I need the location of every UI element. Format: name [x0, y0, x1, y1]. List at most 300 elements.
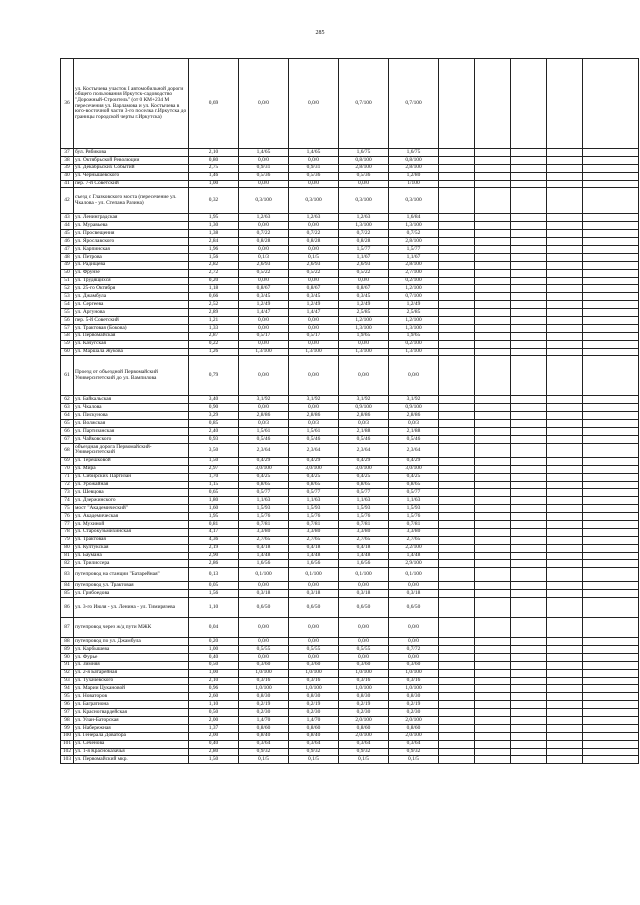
- empty-cell: [475, 59, 511, 149]
- empty-cell: [583, 412, 639, 420]
- road-name: ул. Сеченова: [74, 740, 189, 748]
- road-name: ул. Фурье: [74, 653, 189, 661]
- value-cell: 2,2/100: [389, 544, 439, 552]
- road-name: Проезд от объездной Первомайский Университетский до ул. Вампилова: [74, 356, 189, 396]
- value-cell: 0,4/25: [289, 473, 339, 481]
- value-cell: 0,8/60: [389, 724, 439, 732]
- empty-cell: [583, 277, 639, 285]
- table-row: [61, 59, 639, 149]
- value-cell: 2,82: [189, 261, 239, 269]
- empty-cell: [547, 552, 583, 560]
- value-cell: 0,81: [189, 520, 239, 528]
- value-cell: 2,1/88: [389, 428, 439, 436]
- table-row: [61, 645, 639, 653]
- road-name: ул. Набережная: [74, 724, 189, 732]
- value-cell: 0,5/22: [289, 269, 339, 277]
- table-row: [61, 685, 639, 693]
- empty-cell: [547, 396, 583, 404]
- empty-cell: [583, 246, 639, 254]
- empty-cell: [511, 489, 547, 497]
- table-row: [61, 457, 639, 465]
- empty-cell: [547, 246, 583, 254]
- road-name: ул. Сибирских Партизан: [74, 473, 189, 481]
- value-cell: 2,8/100: [389, 164, 439, 172]
- empty-cell: [439, 59, 475, 149]
- empty-cell: [475, 269, 511, 277]
- value-cell: 1,3/100: [389, 222, 439, 230]
- value-cell: 0,79: [189, 356, 239, 396]
- empty-cell: [439, 756, 475, 764]
- empty-cell: [511, 356, 547, 396]
- empty-cell: [439, 653, 475, 661]
- empty-cell: [547, 693, 583, 701]
- empty-cell: [583, 324, 639, 332]
- empty-cell: [511, 505, 547, 513]
- empty-cell: [439, 598, 475, 618]
- value-cell: 0,3/60: [339, 661, 389, 669]
- table-row: [61, 598, 639, 618]
- value-cell: 2,84: [189, 238, 239, 246]
- row-number: 52: [61, 285, 74, 293]
- table-row: [61, 277, 639, 285]
- empty-cell: [583, 497, 639, 505]
- value-cell: 1,6/56: [239, 560, 289, 568]
- empty-cell: [439, 481, 475, 489]
- empty-cell: [583, 465, 639, 473]
- value-cell: 0,3/45: [239, 293, 289, 301]
- empty-cell: [439, 685, 475, 693]
- empty-cell: [511, 317, 547, 325]
- value-cell: 3,0/100: [289, 465, 339, 473]
- empty-cell: [583, 428, 639, 436]
- road-name: ул. Качугская: [74, 340, 189, 348]
- road-name: ул. Зимняя: [74, 661, 189, 669]
- table-row: [61, 293, 639, 301]
- value-cell: 0,9/32: [389, 748, 439, 756]
- value-cell: 2,3/64: [239, 443, 289, 457]
- value-cell: 1,56: [189, 590, 239, 598]
- value-cell: 0,40: [189, 740, 239, 748]
- value-cell: 0,0/0: [289, 582, 339, 590]
- empty-cell: [547, 669, 583, 677]
- empty-cell: [583, 481, 639, 489]
- value-cell: 0,5/36: [289, 172, 339, 180]
- empty-cell: [511, 435, 547, 443]
- value-cell: 1,6/56: [339, 560, 389, 568]
- value-cell: 3,0/100: [339, 465, 389, 473]
- value-cell: 0,0/0: [239, 317, 289, 325]
- empty-cell: [439, 428, 475, 436]
- value-cell: 0,8/65: [289, 481, 339, 489]
- value-cell: 1/100: [389, 180, 439, 188]
- table-row: [61, 653, 639, 661]
- value-cell: 0,66: [189, 293, 239, 301]
- value-cell: 2,5/85: [389, 309, 439, 317]
- empty-cell: [583, 149, 639, 157]
- empty-cell: [511, 513, 547, 521]
- empty-cell: [547, 188, 583, 214]
- value-cell: 1,2/80: [389, 172, 439, 180]
- value-cell: 2,7/65: [289, 536, 339, 544]
- row-number: 58: [61, 332, 74, 340]
- table-row: [61, 520, 639, 528]
- empty-cell: [511, 253, 547, 261]
- value-cell: 0,0/0: [239, 246, 289, 254]
- empty-cell: [583, 669, 639, 677]
- row-number: 92: [61, 669, 74, 677]
- empty-cell: [547, 324, 583, 332]
- empty-cell: [547, 489, 583, 497]
- value-cell: 0,3/45: [339, 293, 389, 301]
- table-row: [61, 269, 639, 277]
- empty-cell: [511, 497, 547, 505]
- value-cell: 2,72: [189, 269, 239, 277]
- empty-cell: [547, 222, 583, 230]
- empty-cell: [547, 356, 583, 396]
- empty-cell: [439, 473, 475, 481]
- value-cell: 0,1/5: [289, 253, 339, 261]
- value-cell: 1,3/100: [339, 348, 389, 356]
- empty-cell: [547, 709, 583, 717]
- value-cell: 1,10: [189, 598, 239, 618]
- value-cell: 0,2/19: [289, 701, 339, 709]
- road-name: ул. Пискунова: [74, 412, 189, 420]
- value-cell: 0,5/55: [239, 645, 289, 653]
- empty-cell: [475, 238, 511, 246]
- value-cell: 0,85: [189, 420, 239, 428]
- empty-cell: [439, 645, 475, 653]
- empty-cell: [547, 277, 583, 285]
- value-cell: 0,0/0: [239, 324, 289, 332]
- empty-cell: [547, 59, 583, 149]
- value-cell: 0,0/0: [289, 638, 339, 646]
- value-cell: 2,87: [189, 332, 239, 340]
- value-cell: 3,0/100: [389, 465, 439, 473]
- value-cell: 2,3/64: [339, 443, 389, 457]
- empty-cell: [583, 544, 639, 552]
- empty-cell: [511, 740, 547, 748]
- row-number: 79: [61, 536, 74, 544]
- value-cell: 0,8/100: [389, 156, 439, 164]
- empty-cell: [439, 188, 475, 214]
- empty-cell: [511, 536, 547, 544]
- road-name: ул. Муравьева: [74, 222, 189, 230]
- row-number: 77: [61, 520, 74, 528]
- empty-cell: [475, 340, 511, 348]
- value-cell: 0,6/50: [389, 598, 439, 618]
- row-number: 98: [61, 716, 74, 724]
- value-cell: 0,2/19: [389, 701, 439, 709]
- value-cell: 0,2/30: [289, 709, 339, 717]
- road-name: ул. Старокузьмихинская: [74, 528, 189, 536]
- value-cell: 0,3/18: [239, 590, 289, 598]
- road-name: пер. 5-й Советский: [74, 317, 189, 325]
- empty-cell: [439, 748, 475, 756]
- row-number: 43: [61, 214, 74, 222]
- value-cell: 0,0/0: [289, 356, 339, 396]
- value-cell: 0,8/100: [339, 156, 389, 164]
- empty-cell: [583, 756, 639, 764]
- value-cell: 0,0/0: [289, 246, 339, 254]
- road-name: ул. Джамбула: [74, 293, 189, 301]
- empty-cell: [439, 701, 475, 709]
- road-name: ул. Ярославского: [74, 238, 189, 246]
- empty-cell: [583, 285, 639, 293]
- value-cell: 0,8/65: [389, 481, 439, 489]
- value-cell: 2,5/85: [339, 309, 389, 317]
- road-name: ул. Чернышевского: [74, 172, 189, 180]
- empty-cell: [511, 685, 547, 693]
- value-cell: 0,5/17: [239, 332, 289, 340]
- table-row: [61, 214, 639, 222]
- value-cell: 0,65: [189, 489, 239, 497]
- table-row: [61, 481, 639, 489]
- value-cell: 0,1/100: [289, 568, 339, 582]
- empty-cell: [547, 618, 583, 638]
- value-cell: 0,93: [189, 435, 239, 443]
- table-row: [61, 582, 639, 590]
- empty-cell: [511, 420, 547, 428]
- row-number: 54: [61, 301, 74, 309]
- row-number: 53: [61, 293, 74, 301]
- value-cell: 1,1/67: [389, 253, 439, 261]
- value-cell: 0,8/28: [289, 238, 339, 246]
- table-row: [61, 238, 639, 246]
- empty-cell: [583, 473, 639, 481]
- value-cell: 0,0/0: [289, 618, 339, 638]
- empty-cell: [547, 230, 583, 238]
- empty-cell: [511, 404, 547, 412]
- empty-cell: [583, 348, 639, 356]
- empty-cell: [511, 412, 547, 420]
- empty-cell: [439, 661, 475, 669]
- empty-cell: [439, 172, 475, 180]
- road-name: ул. Дзержинского: [74, 497, 189, 505]
- table-row: [61, 149, 639, 157]
- empty-cell: [547, 732, 583, 740]
- empty-cell: [475, 412, 511, 420]
- empty-cell: [475, 740, 511, 748]
- empty-cell: [583, 59, 639, 149]
- table-row: [61, 618, 639, 638]
- row-number: 68: [61, 443, 74, 457]
- empty-cell: [439, 238, 475, 246]
- table-row: [61, 340, 639, 348]
- value-cell: 0,0/0: [389, 653, 439, 661]
- value-cell: 0,3/60: [389, 661, 439, 669]
- row-number: 61: [61, 356, 74, 396]
- road-name: ул. Трудящихся: [74, 277, 189, 285]
- empty-cell: [583, 748, 639, 756]
- table-row: [61, 172, 639, 180]
- empty-cell: [475, 481, 511, 489]
- value-cell: 0,8/30: [339, 693, 389, 701]
- value-cell: 1,2/100: [389, 317, 439, 325]
- empty-cell: [475, 149, 511, 157]
- empty-cell: [511, 598, 547, 618]
- value-cell: 2,19: [189, 544, 239, 552]
- value-cell: 0,8/67: [339, 285, 389, 293]
- empty-cell: [511, 528, 547, 536]
- road-name: ул. Карбышева: [74, 645, 189, 653]
- table-row: [61, 590, 639, 598]
- empty-cell: [439, 301, 475, 309]
- empty-cell: [583, 253, 639, 261]
- value-cell: 2,75: [189, 164, 239, 172]
- value-cell: 1,2/49: [289, 301, 339, 309]
- empty-cell: [475, 324, 511, 332]
- table-body: [61, 59, 639, 764]
- empty-cell: [439, 505, 475, 513]
- value-cell: 0,3/100: [389, 188, 439, 214]
- empty-cell: [475, 732, 511, 740]
- empty-cell: [511, 301, 547, 309]
- empty-cell: [547, 340, 583, 348]
- empty-cell: [439, 324, 475, 332]
- empty-cell: [547, 149, 583, 157]
- value-cell: 1,5/76: [389, 513, 439, 521]
- empty-cell: [511, 560, 547, 568]
- empty-cell: [475, 497, 511, 505]
- value-cell: 2,8/86: [339, 412, 389, 420]
- value-cell: 3,50: [189, 443, 239, 457]
- value-cell: 0,8/40: [289, 732, 339, 740]
- table-row: [61, 513, 639, 521]
- empty-cell: [475, 246, 511, 254]
- value-cell: 2,0/100: [339, 732, 389, 740]
- empty-cell: [511, 457, 547, 465]
- value-cell: 0,5/77: [289, 489, 339, 497]
- empty-cell: [439, 332, 475, 340]
- value-cell: 2,10: [189, 149, 239, 157]
- empty-cell: [547, 582, 583, 590]
- value-cell: 0,2/19: [239, 701, 289, 709]
- empty-cell: [439, 716, 475, 724]
- value-cell: 0,8/67: [289, 285, 339, 293]
- road-name: ул. Шевцова: [74, 489, 189, 497]
- empty-cell: [547, 748, 583, 756]
- value-cell: 2,00: [189, 716, 239, 724]
- value-cell: 0,4/29: [289, 457, 339, 465]
- empty-cell: [439, 638, 475, 646]
- row-number: 99: [61, 724, 74, 732]
- value-cell: 0,0/0: [389, 582, 439, 590]
- empty-cell: [439, 443, 475, 457]
- empty-cell: [475, 222, 511, 230]
- empty-cell: [439, 285, 475, 293]
- value-cell: 0,0/0: [339, 356, 389, 396]
- row-number: 69: [61, 457, 74, 465]
- page-number: 285: [315, 30, 325, 36]
- row-number: 59: [61, 340, 74, 348]
- road-name: путепровод через ж/д пути МЖК: [74, 618, 189, 638]
- value-cell: 1,2/63: [239, 214, 289, 222]
- value-cell: 0,0/0: [339, 653, 389, 661]
- empty-cell: [439, 261, 475, 269]
- empty-cell: [547, 293, 583, 301]
- value-cell: 0,40: [189, 653, 239, 661]
- empty-cell: [475, 528, 511, 536]
- value-cell: 1,4/48: [339, 552, 389, 560]
- empty-cell: [547, 560, 583, 568]
- empty-cell: [439, 489, 475, 497]
- table-row: [61, 528, 639, 536]
- value-cell: 1,37: [189, 724, 239, 732]
- value-cell: 1,6/84: [389, 214, 439, 222]
- empty-cell: [475, 164, 511, 172]
- value-cell: 2,6/93: [339, 261, 389, 269]
- value-cell: 0,3/16: [389, 677, 439, 685]
- empty-cell: [475, 505, 511, 513]
- value-cell: 2,7/65: [239, 536, 289, 544]
- empty-cell: [439, 520, 475, 528]
- empty-cell: [547, 701, 583, 709]
- value-cell: 1,4/48: [389, 552, 439, 560]
- empty-cell: [583, 332, 639, 340]
- empty-cell: [475, 172, 511, 180]
- value-cell: 0,0/0: [339, 277, 389, 285]
- value-cell: 0,4/29: [339, 457, 389, 465]
- row-number: 91: [61, 661, 74, 669]
- row-number: 80: [61, 544, 74, 552]
- empty-cell: [439, 222, 475, 230]
- value-cell: 0,0/0: [389, 638, 439, 646]
- empty-cell: [583, 420, 639, 428]
- value-cell: 0,5/46: [289, 435, 339, 443]
- value-cell: 1,3/100: [289, 348, 339, 356]
- empty-cell: [511, 428, 547, 436]
- value-cell: 0,0/0: [289, 324, 339, 332]
- value-cell: 4,17: [189, 528, 239, 536]
- empty-cell: [583, 560, 639, 568]
- road-name: ул. Октябрьской Революции: [74, 156, 189, 164]
- empty-cell: [583, 293, 639, 301]
- value-cell: 0,0/0: [239, 638, 289, 646]
- value-cell: 0,3/18: [289, 590, 339, 598]
- empty-cell: [439, 590, 475, 598]
- empty-cell: [475, 552, 511, 560]
- value-cell: 0,7/52: [389, 230, 439, 238]
- value-cell: 1,50: [189, 756, 239, 764]
- empty-cell: [547, 180, 583, 188]
- road-name: ул. Аргунова: [74, 309, 189, 317]
- table-row: [61, 701, 639, 709]
- row-number: 95: [61, 693, 74, 701]
- value-cell: 0,0/0: [339, 180, 389, 188]
- value-cell: 0,0/3: [239, 420, 289, 428]
- value-cell: 2,9/100: [389, 560, 439, 568]
- empty-cell: [511, 348, 547, 356]
- value-cell: 1,56: [189, 253, 239, 261]
- empty-cell: [475, 489, 511, 497]
- road-name: ул. Академическая: [74, 513, 189, 521]
- empty-cell: [583, 269, 639, 277]
- value-cell: 2,6/93: [239, 261, 289, 269]
- row-number: 56: [61, 317, 74, 325]
- value-cell: 3,1/92: [239, 396, 289, 404]
- value-cell: 0,0/0: [289, 222, 339, 230]
- value-cell: 2,80: [189, 748, 239, 756]
- empty-cell: [475, 356, 511, 396]
- empty-cell: [583, 317, 639, 325]
- value-cell: 0,7/81: [389, 520, 439, 528]
- value-cell: 1,0/100: [289, 669, 339, 677]
- value-cell: 0,3/16: [339, 677, 389, 685]
- value-cell: 1,18: [189, 285, 239, 293]
- value-cell: 0,8/28: [239, 238, 289, 246]
- empty-cell: [475, 701, 511, 709]
- empty-cell: [511, 324, 547, 332]
